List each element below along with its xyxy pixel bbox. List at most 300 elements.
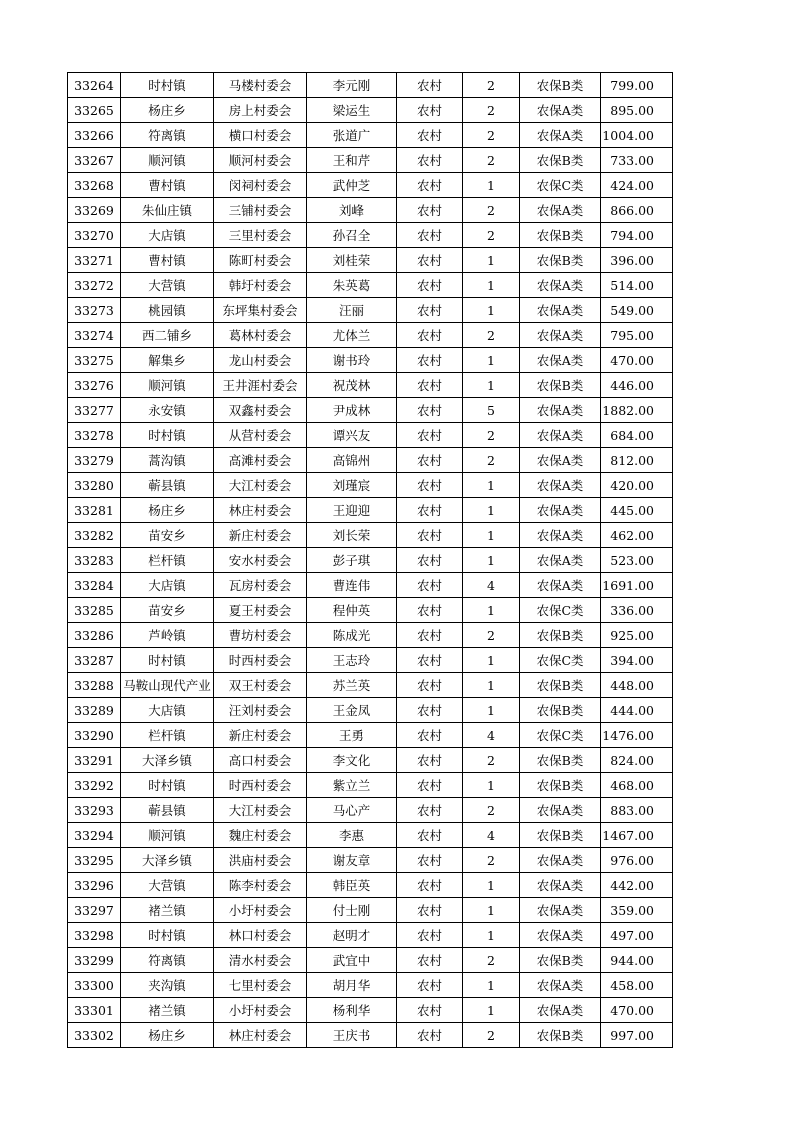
insurance-class-cell: 农保A类 [520,548,601,573]
table-row [68,798,673,823]
member-count-cell: 1 [463,773,520,798]
household-type-cell: 农村 [397,73,463,98]
person-name-cell: 程仲英 [307,598,397,623]
insurance-class-cell: 农保B类 [520,823,601,848]
township-cell: 时村镇 [121,923,214,948]
person-name-cell: 张道广 [307,123,397,148]
township-cell: 桃园镇 [121,298,214,323]
household-type-cell: 农村 [397,248,463,273]
village-committee-cell: 大江村委会 [214,473,307,498]
village-committee-cell: 新庄村委会 [214,523,307,548]
household-type-cell: 农村 [397,973,463,998]
table-row [68,898,673,923]
insurance-class-cell: 农保B类 [520,148,601,173]
table-row [68,673,673,698]
amount-cell: 448.00 [601,673,673,698]
person-name-cell: 高锦州 [307,448,397,473]
household-type-cell: 农村 [397,623,463,648]
table-row [68,373,673,398]
amount-cell: 497.00 [601,923,673,948]
township-cell: 顺河镇 [121,823,214,848]
record-id-cell: 33285 [68,598,121,623]
township-cell: 大营镇 [121,873,214,898]
insurance-class-cell: 农保A类 [520,98,601,123]
insurance-class-cell: 农保B类 [520,748,601,773]
record-id-cell: 33284 [68,573,121,598]
member-count-cell: 1 [463,498,520,523]
amount-cell: 684.00 [601,423,673,448]
insurance-class-cell: 农保B类 [520,223,601,248]
person-name-cell: 李惠 [307,823,397,848]
township-cell: 杨庄乡 [121,498,214,523]
member-count-cell: 2 [463,323,520,348]
household-type-cell: 农村 [397,873,463,898]
record-id-cell: 33295 [68,848,121,873]
household-type-cell: 农村 [397,398,463,423]
amount-cell: 925.00 [601,623,673,648]
household-type-cell: 农村 [397,523,463,548]
village-committee-cell: 时西村委会 [214,773,307,798]
record-id-cell: 33287 [68,648,121,673]
township-cell: 夹沟镇 [121,973,214,998]
person-name-cell: 苏兰英 [307,673,397,698]
member-count-cell: 1 [463,998,520,1023]
record-id-cell: 33264 [68,73,121,98]
household-type-cell: 农村 [397,898,463,923]
amount-cell: 470.00 [601,348,673,373]
township-cell: 时村镇 [121,73,214,98]
amount-cell: 824.00 [601,748,673,773]
record-id-cell: 33290 [68,723,121,748]
insurance-class-cell: 农保B类 [520,1023,601,1048]
record-id-cell: 33299 [68,948,121,973]
township-cell: 褚兰镇 [121,998,214,1023]
person-name-cell: 王和芹 [307,148,397,173]
member-count-cell: 1 [463,873,520,898]
table-row [68,448,673,473]
household-type-cell: 农村 [397,998,463,1023]
village-committee-cell: 房上村委会 [214,98,307,123]
amount-cell: 883.00 [601,798,673,823]
household-type-cell: 农村 [397,348,463,373]
household-type-cell: 农村 [397,173,463,198]
amount-cell: 812.00 [601,448,673,473]
insurance-class-cell: 农保A类 [520,498,601,523]
township-cell: 蒿沟镇 [121,448,214,473]
township-cell: 杨庄乡 [121,98,214,123]
village-committee-cell: 横口村委会 [214,123,307,148]
household-type-cell: 农村 [397,648,463,673]
insurance-class-cell: 农保C类 [520,173,601,198]
township-cell: 杨庄乡 [121,1023,214,1048]
insurance-class-cell: 农保A类 [520,273,601,298]
township-cell: 符离镇 [121,948,214,973]
insurance-class-cell: 农保B类 [520,73,601,98]
household-type-cell: 农村 [397,123,463,148]
person-name-cell: 武仲芝 [307,173,397,198]
household-type-cell: 农村 [397,673,463,698]
insurance-class-cell: 农保A类 [520,323,601,348]
member-count-cell: 4 [463,573,520,598]
person-name-cell: 谢友章 [307,848,397,873]
amount-cell: 1882.00 [601,398,673,423]
household-type-cell: 农村 [397,98,463,123]
member-count-cell: 2 [463,1023,520,1048]
member-count-cell: 1 [463,348,520,373]
insurance-class-cell: 农保B类 [520,623,601,648]
household-type-cell: 农村 [397,548,463,573]
member-count-cell: 2 [463,623,520,648]
record-id-cell: 33300 [68,973,121,998]
table-row [68,973,673,998]
amount-cell: 799.00 [601,73,673,98]
township-cell: 时村镇 [121,773,214,798]
member-count-cell: 2 [463,423,520,448]
insurance-class-cell: 农保A类 [520,973,601,998]
township-cell: 大泽乡镇 [121,748,214,773]
township-cell: 顺河镇 [121,148,214,173]
village-committee-cell: 双鑫村委会 [214,398,307,423]
member-count-cell: 1 [463,473,520,498]
township-cell: 符离镇 [121,123,214,148]
person-name-cell: 李元刚 [307,73,397,98]
table-body [68,73,673,1048]
person-name-cell: 朱英葛 [307,273,397,298]
village-committee-cell: 七里村委会 [214,973,307,998]
household-type-cell: 农村 [397,148,463,173]
record-id-cell: 33272 [68,273,121,298]
member-count-cell: 2 [463,448,520,473]
village-committee-cell: 顺河村委会 [214,148,307,173]
person-name-cell: 王金凤 [307,698,397,723]
member-count-cell: 2 [463,148,520,173]
person-name-cell: 武宜中 [307,948,397,973]
table-row [68,698,673,723]
household-type-cell: 农村 [397,198,463,223]
township-cell: 栏杆镇 [121,548,214,573]
village-committee-cell: 大江村委会 [214,798,307,823]
table-row [68,423,673,448]
member-count-cell: 1 [463,648,520,673]
member-count-cell: 1 [463,973,520,998]
insurance-class-cell: 农保A类 [520,873,601,898]
household-type-cell: 农村 [397,598,463,623]
village-committee-cell: 双王村委会 [214,673,307,698]
township-cell: 朱仙庄镇 [121,198,214,223]
village-committee-cell: 高滩村委会 [214,448,307,473]
insurance-class-cell: 农保A类 [520,573,601,598]
township-cell: 大店镇 [121,223,214,248]
village-committee-cell: 小圩村委会 [214,998,307,1023]
member-count-cell: 5 [463,398,520,423]
person-name-cell: 汪丽 [307,298,397,323]
amount-cell: 1004.00 [601,123,673,148]
village-committee-cell: 陈李村委会 [214,873,307,898]
insurance-class-cell: 农保A类 [520,898,601,923]
amount-cell: 458.00 [601,973,673,998]
member-count-cell: 2 [463,123,520,148]
amount-cell: 396.00 [601,248,673,273]
member-count-cell: 1 [463,273,520,298]
person-name-cell: 韩臣英 [307,873,397,898]
record-id-cell: 33286 [68,623,121,648]
insurance-class-cell: 农保B类 [520,248,601,273]
township-cell: 解集乡 [121,348,214,373]
subsidy-table [67,72,673,1048]
member-count-cell: 2 [463,223,520,248]
village-committee-cell: 魏庄村委会 [214,823,307,848]
township-cell: 苗安乡 [121,523,214,548]
amount-cell: 514.00 [601,273,673,298]
member-count-cell: 1 [463,673,520,698]
village-committee-cell: 安水村委会 [214,548,307,573]
person-name-cell: 杨利华 [307,998,397,1023]
record-id-cell: 33291 [68,748,121,773]
amount-cell: 944.00 [601,948,673,973]
insurance-class-cell: 农保B类 [520,373,601,398]
amount-cell: 394.00 [601,648,673,673]
record-id-cell: 33276 [68,373,121,398]
table-row [68,948,673,973]
insurance-class-cell: 农保C类 [520,648,601,673]
table-row [68,823,673,848]
person-name-cell: 祝茂林 [307,373,397,398]
person-name-cell: 刘桂荣 [307,248,397,273]
person-name-cell: 彭子琪 [307,548,397,573]
amount-cell: 462.00 [601,523,673,548]
table-row [68,273,673,298]
record-id-cell: 33278 [68,423,121,448]
person-name-cell: 孙召全 [307,223,397,248]
record-id-cell: 33279 [68,448,121,473]
township-cell: 西二铺乡 [121,323,214,348]
table-row [68,298,673,323]
insurance-class-cell: 农保B类 [520,948,601,973]
amount-cell: 997.00 [601,1023,673,1048]
person-name-cell: 尹成林 [307,398,397,423]
insurance-class-cell: 农保A类 [520,123,601,148]
person-name-cell: 紫立兰 [307,773,397,798]
table-row [68,498,673,523]
household-type-cell: 农村 [397,323,463,348]
record-id-cell: 33283 [68,548,121,573]
amount-cell: 446.00 [601,373,673,398]
household-type-cell: 农村 [397,798,463,823]
village-committee-cell: 马楼村委会 [214,73,307,98]
township-cell: 蕲县镇 [121,473,214,498]
person-name-cell: 付士刚 [307,898,397,923]
insurance-class-cell: 农保B类 [520,773,601,798]
amount-cell: 1476.00 [601,723,673,748]
record-id-cell: 33270 [68,223,121,248]
insurance-class-cell: 农保A类 [520,398,601,423]
table-row [68,73,673,98]
household-type-cell: 农村 [397,473,463,498]
household-type-cell: 农村 [397,723,463,748]
household-type-cell: 农村 [397,273,463,298]
insurance-class-cell: 农保A类 [520,523,601,548]
township-cell: 曹村镇 [121,248,214,273]
insurance-class-cell: 农保C类 [520,598,601,623]
village-committee-cell: 闵祠村委会 [214,173,307,198]
township-cell: 栏杆镇 [121,723,214,748]
household-type-cell: 农村 [397,1023,463,1048]
record-id-cell: 33275 [68,348,121,373]
village-committee-cell: 林庄村委会 [214,1023,307,1048]
member-count-cell: 1 [463,598,520,623]
table-row [68,648,673,673]
village-committee-cell: 高口村委会 [214,748,307,773]
table-row [68,598,673,623]
table-row [68,873,673,898]
person-name-cell: 赵明才 [307,923,397,948]
insurance-class-cell: 农保A类 [520,298,601,323]
record-id-cell: 33282 [68,523,121,548]
record-id-cell: 33266 [68,123,121,148]
township-cell: 时村镇 [121,423,214,448]
amount-cell: 895.00 [601,98,673,123]
member-count-cell: 1 [463,173,520,198]
member-count-cell: 1 [463,923,520,948]
household-type-cell: 农村 [397,948,463,973]
table-row [68,773,673,798]
amount-cell: 795.00 [601,323,673,348]
village-committee-cell: 时西村委会 [214,648,307,673]
amount-cell: 976.00 [601,848,673,873]
table-row [68,748,673,773]
table-row [68,723,673,748]
village-committee-cell: 三里村委会 [214,223,307,248]
table-row [68,173,673,198]
record-id-cell: 33297 [68,898,121,923]
record-id-cell: 33271 [68,248,121,273]
member-count-cell: 1 [463,298,520,323]
village-committee-cell: 陈町村委会 [214,248,307,273]
record-id-cell: 33268 [68,173,121,198]
member-count-cell: 2 [463,198,520,223]
record-id-cell: 33288 [68,673,121,698]
record-id-cell: 33293 [68,798,121,823]
table-row [68,548,673,573]
township-cell: 时村镇 [121,648,214,673]
amount-cell: 468.00 [601,773,673,798]
table-row [68,223,673,248]
township-cell: 大店镇 [121,698,214,723]
insurance-class-cell: 农保A类 [520,848,601,873]
member-count-cell: 2 [463,798,520,823]
person-name-cell: 刘瑾宸 [307,473,397,498]
insurance-class-cell: 农保A类 [520,798,601,823]
record-id-cell: 33281 [68,498,121,523]
village-committee-cell: 曹坊村委会 [214,623,307,648]
village-committee-cell: 洪庙村委会 [214,848,307,873]
township-cell: 蕲县镇 [121,798,214,823]
amount-cell: 359.00 [601,898,673,923]
village-committee-cell: 清水村委会 [214,948,307,973]
member-count-cell: 1 [463,373,520,398]
table-row [68,148,673,173]
member-count-cell: 1 [463,523,520,548]
table-row [68,998,673,1023]
person-name-cell: 王庆书 [307,1023,397,1048]
household-type-cell: 农村 [397,298,463,323]
member-count-cell: 1 [463,698,520,723]
village-committee-cell: 韩圩村委会 [214,273,307,298]
household-type-cell: 农村 [397,848,463,873]
table-row [68,323,673,348]
village-committee-cell: 夏王村委会 [214,598,307,623]
township-cell: 顺河镇 [121,373,214,398]
table-row [68,98,673,123]
insurance-class-cell: 农保B类 [520,673,601,698]
insurance-class-cell: 农保A类 [520,348,601,373]
record-id-cell: 33294 [68,823,121,848]
record-id-cell: 33269 [68,198,121,223]
township-cell: 马鞍山现代产业 [121,673,214,698]
table-row [68,623,673,648]
person-name-cell: 李文化 [307,748,397,773]
table-row [68,198,673,223]
township-cell: 永安镇 [121,398,214,423]
table-row [68,1023,673,1048]
member-count-cell: 2 [463,948,520,973]
township-cell: 大泽乡镇 [121,848,214,873]
record-id-cell: 33289 [68,698,121,723]
table-row [68,573,673,598]
record-id-cell: 33274 [68,323,121,348]
person-name-cell: 梁运生 [307,98,397,123]
record-id-cell: 33302 [68,1023,121,1048]
member-count-cell: 1 [463,548,520,573]
record-id-cell: 33301 [68,998,121,1023]
village-committee-cell: 龙山村委会 [214,348,307,373]
table-row [68,348,673,373]
village-committee-cell: 王井涯村委会 [214,373,307,398]
household-type-cell: 农村 [397,923,463,948]
member-count-cell: 2 [463,98,520,123]
member-count-cell: 4 [463,723,520,748]
person-name-cell: 谢书玲 [307,348,397,373]
person-name-cell: 马心产 [307,798,397,823]
member-count-cell: 2 [463,748,520,773]
record-id-cell: 33277 [68,398,121,423]
household-type-cell: 农村 [397,373,463,398]
village-committee-cell: 林口村委会 [214,923,307,948]
amount-cell: 733.00 [601,148,673,173]
amount-cell: 444.00 [601,698,673,723]
insurance-class-cell: 农保A类 [520,923,601,948]
person-name-cell: 曹连伟 [307,573,397,598]
table-row [68,848,673,873]
member-count-cell: 2 [463,848,520,873]
village-committee-cell: 汪刘村委会 [214,698,307,723]
amount-cell: 445.00 [601,498,673,523]
record-id-cell: 33296 [68,873,121,898]
amount-cell: 442.00 [601,873,673,898]
township-cell: 褚兰镇 [121,898,214,923]
household-type-cell: 农村 [397,748,463,773]
amount-cell: 523.00 [601,548,673,573]
insurance-class-cell: 农保A类 [520,198,601,223]
amount-cell: 420.00 [601,473,673,498]
member-count-cell: 1 [463,898,520,923]
member-count-cell: 2 [463,73,520,98]
person-name-cell: 胡月华 [307,973,397,998]
record-id-cell: 33298 [68,923,121,948]
village-committee-cell: 从营村委会 [214,423,307,448]
township-cell: 苗安乡 [121,598,214,623]
record-id-cell: 33265 [68,98,121,123]
